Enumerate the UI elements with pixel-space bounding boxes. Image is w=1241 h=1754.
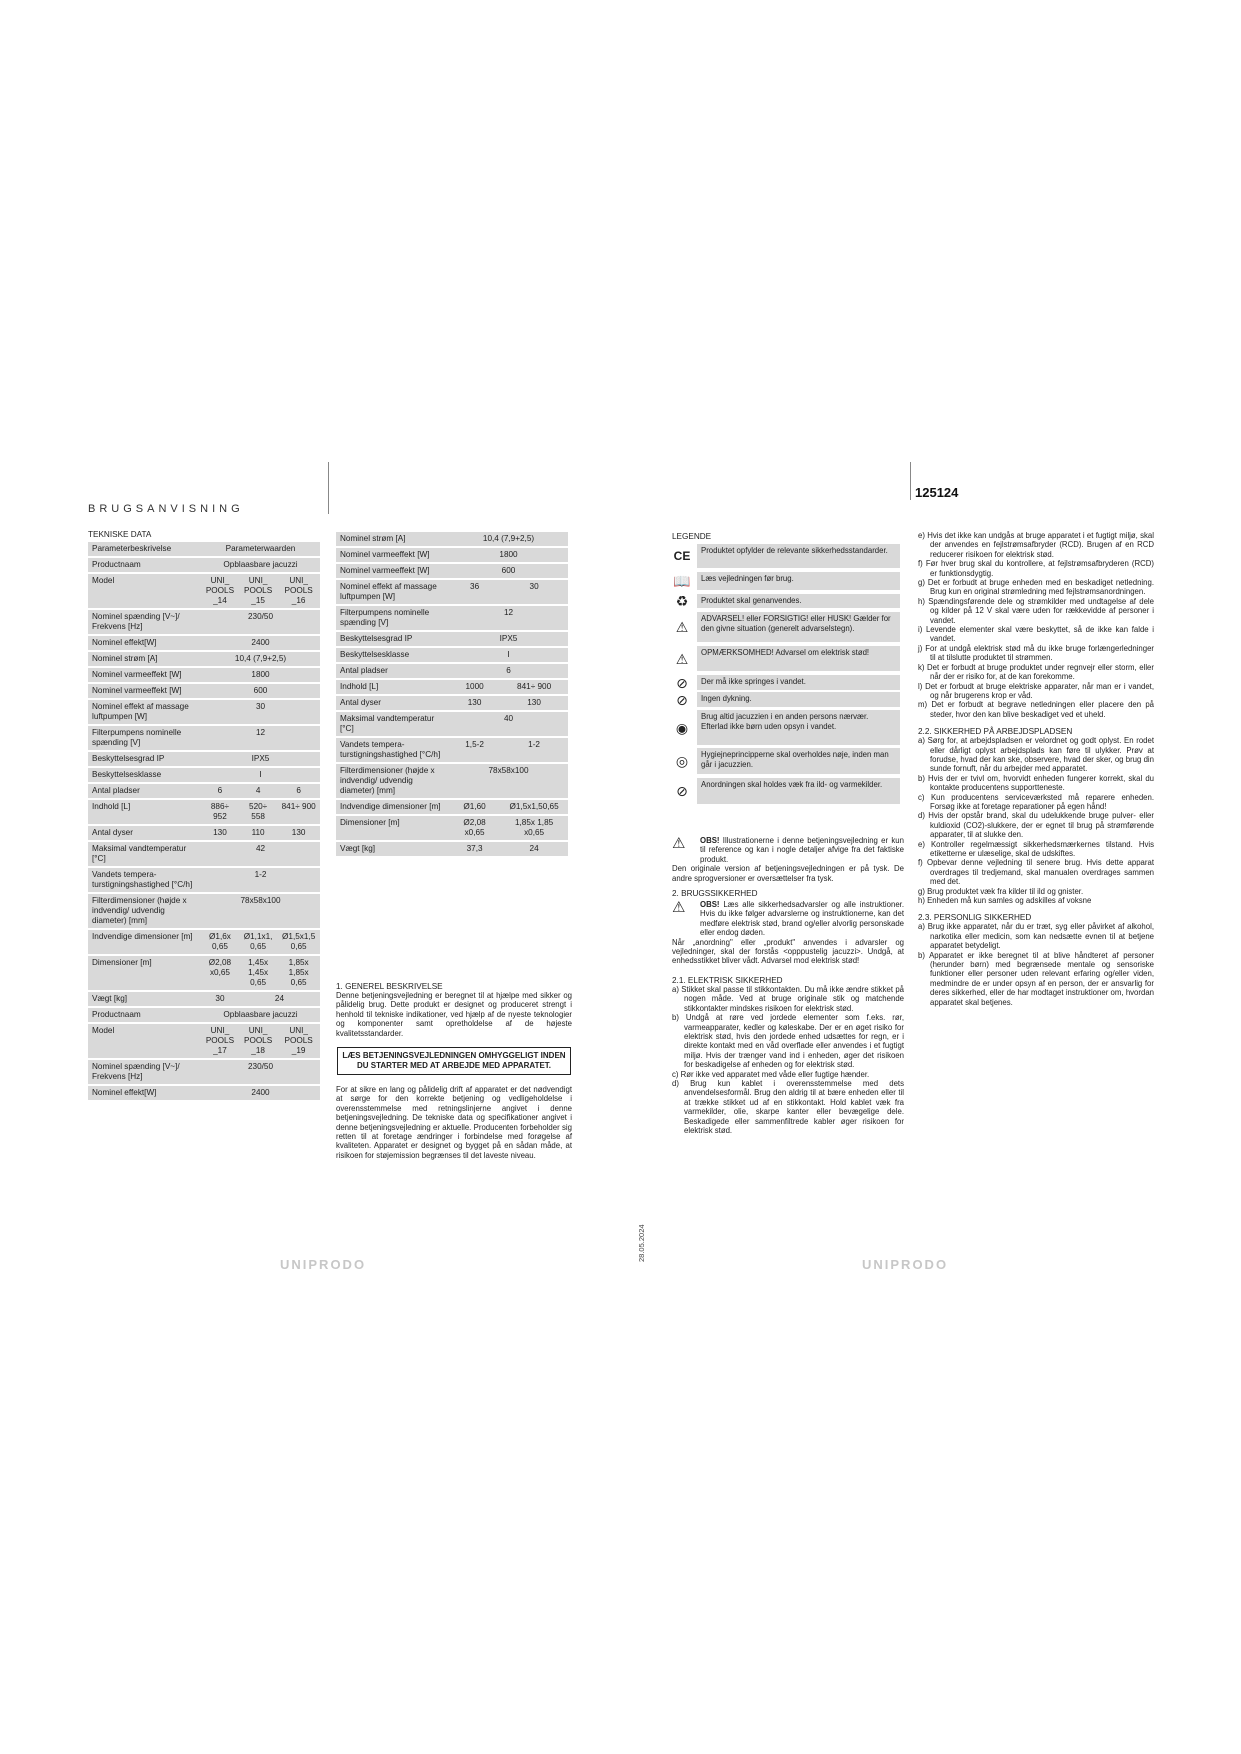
param-name: Indhold [L] [88,800,201,824]
table-row [88,826,320,840]
table-row [336,712,568,736]
param-value: 30 [201,700,320,724]
param-name: Nominel effekt[W] [88,1086,201,1100]
param-name: Model [88,1024,201,1058]
table-row [336,764,568,798]
param-name: Vægt [kg] [336,842,449,856]
table-header-row [88,542,320,556]
param-name: Beskyttelsesgrad IP [336,632,449,646]
list-item: d) Hvis der opstår brand, skal du udelukkende bruge pulver- eller kuldioxid (CO2)-slukkere, der er egnet til brug på strømførende apparater, til at slukke den. [918,811,1154,840]
legend-item-text: OPMÆRKSOMHED! Advarsel om elektrisk stød! [697,646,900,671]
param-value: 841÷ 900 [277,800,320,824]
electrical-safety-heading: 2.1. ELEKTRISK SIKKERHED [672,975,783,985]
param-value: Opblaasbare jacuzzi [201,1008,320,1022]
table-row [88,784,320,798]
table-row [88,768,320,782]
list-item: i) Levende elementer skal være beskyttet, så de ikke kan falde i vandet. [918,625,1154,644]
table-row [336,532,568,546]
param-name: Nominel effekt[W] [88,636,201,650]
param-name: Productnaam [88,1008,201,1022]
list-item: g) Det er forbudt at bruge enheden med en beskadiget netledning. Brug kun en original strømledning med fejlstrømsanordningen. [918,578,1154,597]
table-row [88,558,320,572]
legend-item-text: Anordningen skal holdes væk fra ild- og varmekilder. [697,778,900,804]
param-value: 37,3 [449,842,500,856]
param-value: 130 [500,696,568,710]
obs-text: Illustrationerne i denne betjeningsvejledning er kun til reference og kan i nogle detaljer afvige fra det faktiske produkt. [700,836,904,864]
param-value: 2400 [201,1086,320,1100]
table-header-cell: Parameterbeskrivelse [88,542,201,556]
param-name: Indvendige dimensioner [m] [336,800,449,814]
no-fire-icon: ⊘ [676,783,688,799]
general-description-heading: 1. GENEREL BESKRIVELSE [336,982,443,991]
param-value: Opblaasbare jacuzzi [201,558,320,572]
param-name: Antal dyser [336,696,449,710]
param-value: 10,4 (7,9+2,5) [201,652,320,666]
param-value: IPX5 [201,752,320,766]
param-name: Nominel spænding [V~]/ Frekvens [Hz] [88,1060,201,1084]
obs-text-2: Læs alle sikkerhedsadvarsler og alle instruktioner. Hvis du ikke følger advarslerne og instruktionerne, kan det medføre elektrisk stød, brand og/eller alvorlig personskade eller endog døden. [700,900,904,938]
legend-item-text: Produktet skal genanvendes. [697,594,900,608]
table-row [336,580,568,604]
list-item: h) Spændingsførende dele og strømkilder med undtagelse af dele og kilder på 12 V skal være uden for rækkevidde af personer i vandet. [918,596,1154,625]
param-name: Filterpumpens nominelle spænding [V] [336,606,449,630]
param-value: 110 [239,826,277,840]
list-item: c) Rør ikke ved apparatet med våde eller fugtige hænder. [672,1069,870,1079]
obs-note-warnings [672,900,904,938]
list-item: f) Opbevar denne vejledning til senere brug. Hvis dette apparat overdrages til tredjemand, skal manualen overdrages sammen med det. [918,858,1154,887]
param-name: Nominel strøm [A] [88,652,201,666]
param-value: Ø1,5x1,5 0,65 [277,930,320,954]
param-name: Antal dyser [88,826,201,840]
list-item: l) Det er forbudt at bruge elektriske apparater, når man er i vandet, og når brugerens krop er våd. [918,681,1154,700]
warning-triangle-icon: ⚠ [675,619,689,635]
list-item: e) Kontroller regelmæssigt sikkerhedsmærkernes tilstand. Hvis etiketterne er ulæselige, skal de udskiftes. [918,839,1154,858]
table-row [336,842,568,856]
param-value: 1,85x 1,85x 0,65 [277,956,320,990]
tech-data-table-left [88,540,320,1102]
table-row [88,636,320,650]
param-name: Antal pladser [336,664,449,678]
param-name: Nominel spænding [V~]/ Frekvens [Hz] [88,610,201,634]
param-name: Nominel effekt af massage luftpumpen [W] [336,580,449,604]
list-item: a) Brug ikke apparatet, når du er træt, syg eller påvirket af alkohol, narkotika eller medicin, som kan nedsætte evnen til at betjene apparatet betydeligt. [918,922,1154,951]
param-value: 230/50 [201,1060,320,1084]
param-value: 78x58x100 [449,764,568,798]
safety-column [672,836,904,1135]
tech-data-heading: TEKNISKE DATA [88,530,152,539]
safety-column-right [918,531,1154,1007]
param-value: 600 [201,684,320,698]
param-value: 6 [277,784,320,798]
table-row [88,1060,320,1084]
no-diving-icon: ⊘ [676,691,688,708]
param-value: 520÷ 558 [239,800,277,824]
legend-item-text: Brug altid jacuzzien i en anden persons nærvær. Efterlad ikke børn uden opsyn i vandet. [697,710,900,745]
page-divider-right [910,462,911,500]
legend-item-text: Der må ikke springes i vandet. [697,675,900,690]
read-manual-notice: LÆS BETJENINGSVEJLEDNINGEN OMHYGGELIGT INDEN DU STARTER MED AT ARBEJDE MED APPARATET. [337,1047,571,1075]
param-value: Ø1,6x 0,65 [201,930,239,954]
table-row [88,956,320,990]
param-value: 24 [500,842,568,856]
table-row [88,842,320,866]
table-row [88,610,320,634]
param-value: 600 [449,564,568,578]
list-item: m) Det er forbudt at begrave netledningen eller placere den på steder, hvor den kan blive beskadiget ved et uheld. [918,700,1154,719]
list-item: f) Før hver brug skal du kontrollere, at fejlstrømsafbryderen (RCD) er funktionsdygtig. [918,559,1154,578]
list-item: j) For at undgå elektrisk stød må du ikke bruge forlængerledninger til at tilslutte produktet til strømmen. [918,643,1154,663]
list-item: a) Sørg for, at arbejdspladsen er velordnet og godt oplyst. En rodet eller dårligt oplyst arbejdsplads kan føre til ulykker. Prøv at forudse, hvad der kan ske, observere, hvad der sker, og brug din sunde fornuft, når du arbejder med apparatet. [918,736,1154,774]
table-row [336,696,568,710]
obs-label: OBS! [700,836,720,845]
param-value: 40 [449,712,568,736]
table-row [88,1024,320,1058]
param-value: 6 [449,664,568,678]
table-row [88,574,320,608]
param-name: Vandets tempera-turstigningshastighed [°C/h] [88,868,201,892]
param-value: 30 [201,992,239,1006]
general-description-text-2: For at sikre en lang og pålidelig drift af apparatet er det nødvendigt at sørge for den korrekte betjening og vedligeholdelse i overensstemmelse med retningslinjerne angivet i denne betjeningsvejledning. De tekniske data og specifikationer angivet i denne betjeningsvejledning er aktuelle. Producenten forbeholder sig retten til at foretage ændringer i forbindelse med forøgelse af kvaliteten. Apparatet er designet og bygget på en sådan måde, at risikoen for støjemission begrænses til det laveste niveau. [336,1085,572,1160]
table-row [336,738,568,762]
list-item: b) Hvis der er tvivl om, hvorvidt enheden fungerer korrekt, skal du kontakte producentens supportteneste. [918,773,1154,793]
list-item: d) Brug kun kablet i overensstemmelse med dets anvendelsesformål. Brug den aldrig til at bære enheden eller til at trække stikket ud af en stikkontakt. Hold kablet væk fra varmekilder, olie, skarpe kanter eller bevægelige dele. Beskadigede eller sammenfiltrede kabler øger risikoen for elektrisk stød. [672,1078,904,1135]
table-row [88,726,320,750]
usage-safety-heading: 2. BRUGSSIKKERHED [672,889,758,899]
supervision-icon: ◉ [675,719,689,736]
param-value: 130 [277,826,320,840]
param-value: Ø2,08 x0,65 [201,956,239,990]
table-row [336,548,568,562]
manual-title: BRUGSANVISNING [88,503,244,515]
page-divider-left [328,462,329,514]
param-name: Nominel effekt af massage luftpumpen [W] [88,700,201,724]
table-row [88,930,320,954]
workplace-safety-heading: 2.2. SIKKERHED PÅ ARBEJDSPLADSEN [918,727,1073,737]
param-value: 24 [239,992,320,1006]
device-definition-text: Når „anordning" eller „produkt" anvendes i advarsler og vejledninger, skal der forstås <opppustelig jacuzzi>. Undgå, at enhedsstikket bliver vådt. Advarsel mod elektrisk stød! [672,937,904,966]
param-value: 78x58x100 [201,894,320,928]
param-name: Indhold [L] [336,680,449,694]
param-value: 1,5-2 [449,738,500,762]
table-row [336,680,568,694]
list-item: b) Apparatet er ikke beregnet til at blive håndteret af personer (herunder børn) med begrænsede mentale og sensoriske funktioner eller personer uden relevant erfaring og/eller viden, medmindre de er under opsyn af en person, der er ansvarlig for deres sikkerhed, eller de har modtaget instruktioner om, hvordan apparatet skal betjenes. [918,950,1154,1007]
param-name: Dimensioner [m] [88,956,201,990]
legend-item-text: Ingen dykning. [697,692,900,707]
param-name: Productnaam [88,558,201,572]
legend-item-text: Hygiejneprincipperne skal overholdes nøje, inden man går i jacuzzien. [697,748,900,774]
param-name: Nominel strøm [A] [336,532,449,546]
table-header-cell: Parameterwaarden [201,542,320,556]
document-number: 125124 [915,485,959,500]
param-value: I [449,648,568,662]
list-item: b) Undgå at røre ved jordede elementer som f.eks. rør, varmeapparater, kedler og køleskabe. Der er en øget risiko for elektrisk stød, hvis den jordede enhed udsættes for regn, er i direkte kontakt med en våd overflade eller anvendes i et fugtigt miljø. Hvis der trænger vand ind i enheden, øger det risikoen for beskadigelse af enheden og for elektrisk stød. [672,1013,904,1070]
param-name: Filterdimensioner (højde x indvendig/ udvendig diameter) [mm] [88,894,201,928]
hygiene-icon: ◎ [675,753,689,769]
param-value: UNI_ POOLS _15 [239,574,277,608]
table-row [88,668,320,682]
original-version-note: Den originale version af betjeningsvejledningen er på tysk. De andre sprogversioner er oversættelser fra tysk. [672,864,904,883]
param-name: Vandets tempera-turstigningshastighed [°C/h] [336,738,449,762]
legend-item-text: ADVARSEL! eller FORSIGTIG! eller HUSK! Gælder for den givne situation (generelt advarselstegn). [697,612,900,642]
table-row [336,564,568,578]
personal-safety-heading: 2.3. PERSONLIG SIKKERHED [918,913,1032,923]
param-value: 1800 [201,668,320,682]
param-value: UNI_ POOLS _14 [201,574,239,608]
param-value: 1,45x 1,45x 0,65 [239,956,277,990]
param-value: 230/50 [201,610,320,634]
param-value: UNI_ POOLS _17 [201,1024,239,1058]
table-row [88,868,320,892]
param-value: 1-2 [201,868,320,892]
table-row [88,1008,320,1022]
param-value: 841÷ 900 [500,680,568,694]
table-row [88,684,320,698]
list-item: c) Kun producentens serviceværksted må reparere enheden. Forsøg ikke at foretage reparationer på egen hånd! [918,792,1154,811]
table-row [336,664,568,678]
param-name: Model [88,574,201,608]
param-value: IPX5 [449,632,568,646]
brand-logo-right: UNIPRODO [862,1257,949,1272]
list-item: g) Brug produktet væk fra kilder til ild og gnister. [918,886,1084,896]
param-name: Beskyttelsesgrad IP [88,752,201,766]
table-row [88,894,320,928]
print-date: 28.05.2024 [637,1224,646,1262]
warning-triangle-icon: ⚠ [672,835,686,852]
param-value: 1000 [449,680,500,694]
param-name: Maksimal vandtemperatur [°C] [88,842,201,866]
brand-logo-left: UNIPRODO [280,1257,367,1272]
param-name: Nominel varmeeffekt [W] [336,548,449,562]
table-row [88,1086,320,1100]
table-row [336,632,568,646]
param-value: Ø2,08 x0,65 [449,816,500,840]
tech-data-table-middle [336,530,568,858]
param-value: 1,85x 1,85 x0,65 [500,816,568,840]
table-row [88,700,320,724]
legend-item-text: Læs vejledningen før brug. [697,572,900,590]
param-value: 1800 [449,548,568,562]
list-item: a) Stikket skal passe til stikkontakten. Du må ikke ændre stikket på nogen måde. Ved at bruge originale stik og matchende stikkontakter mindskes risikoen for elektrisk stød. [672,984,904,1013]
list-item: e) Hvis det ikke kan undgås at bruge apparatet i et fugtigt miljø, skal der anvendes en fejlstrømsafbryder (RCD). Brugen af en RCD reducerer risikoen for elektrisk stød. [918,531,1154,559]
param-value: 36 [449,580,500,604]
param-value: I [201,768,320,782]
param-name: Nominel varmeeffekt [W] [336,564,449,578]
table-row [88,800,320,824]
param-name: Nominel varmeeffekt [W] [88,684,201,698]
param-value: 42 [201,842,320,866]
param-value: 4 [239,784,277,798]
param-value: UNI_ POOLS _16 [277,574,320,608]
param-name: Filterpumpens nominelle spænding [V] [88,726,201,750]
param-value: 130 [201,826,239,840]
param-value: UNI_ POOLS _19 [277,1024,320,1058]
general-description-text: Denne betjeningsvejledning er beregnet til at hjælpe med sikker og pålidelig brug. Dette produkt er designet og produceret strengt i henhold til tekniske indikationer, ved hjælp af de nyeste teknologier og komponenter samt opretholdelse af de højeste kvalitetsstandarder. [336,991,572,1038]
param-value: 130 [449,696,500,710]
param-name: Filterdimensioner (højde x indvendig/ udvendig diameter) [mm] [336,764,449,798]
legend-heading: LEGENDE [672,532,712,541]
param-name: Beskyttelsesklasse [336,648,449,662]
general-description [336,982,572,1160]
param-value: Ø1,1x1, 0,65 [239,930,277,954]
param-name: Vægt [kg] [88,992,201,1006]
legend-item-text: Produktet opfylder de relevante sikkerhedsstandarder. [697,544,900,568]
table-row [336,800,568,814]
list-item: h) Enheden må kun samles og adskilles af voksne [918,896,1092,906]
param-value: 12 [201,726,320,750]
param-value: 12 [449,606,568,630]
table-row [336,648,568,662]
table-row [88,752,320,766]
param-value: Ø1,60 [449,800,500,814]
param-name: Nominel varmeeffekt [W] [88,668,201,682]
param-value: 1-2 [500,738,568,762]
param-value: 6 [201,784,239,798]
table-row [336,606,568,630]
param-name: Beskyttelsesklasse [88,768,201,782]
obs-label-2: OBS! [700,900,720,910]
param-name: Maksimal vandtemperatur [°C] [336,712,449,736]
param-value: 2400 [201,636,320,650]
param-name: Indvendige dimensioner [m] [88,930,201,954]
table-row [88,652,320,666]
recycle-bin-icon: ♻ [675,593,689,609]
param-name: Antal pladser [88,784,201,798]
electric-warning-icon: ⚠ [675,650,689,667]
table-row [336,816,568,840]
no-jumping-icon: ⊘ [676,674,688,691]
table-row [88,992,320,1006]
param-value: 10,4 (7,9+2,5) [449,532,568,546]
CE-icon: CE [673,549,691,563]
obs-note-illustrations [672,836,904,864]
warning-triangle-icon: ⚠ [672,899,686,917]
param-value: UNI_ POOLS _18 [239,1024,277,1058]
param-value: 30 [500,580,568,604]
read-manual-icon: 📖 [673,573,691,589]
param-value: 886÷ 952 [201,800,239,824]
param-name: Dimensioner [m] [336,816,449,840]
param-value: Ø1,5x1,50,65 [500,800,568,814]
list-item: k) Det er forbudt at bruge produktet under regnvejr eller storm, eller når der er risiko for, at de kan forekomme. [918,662,1154,682]
